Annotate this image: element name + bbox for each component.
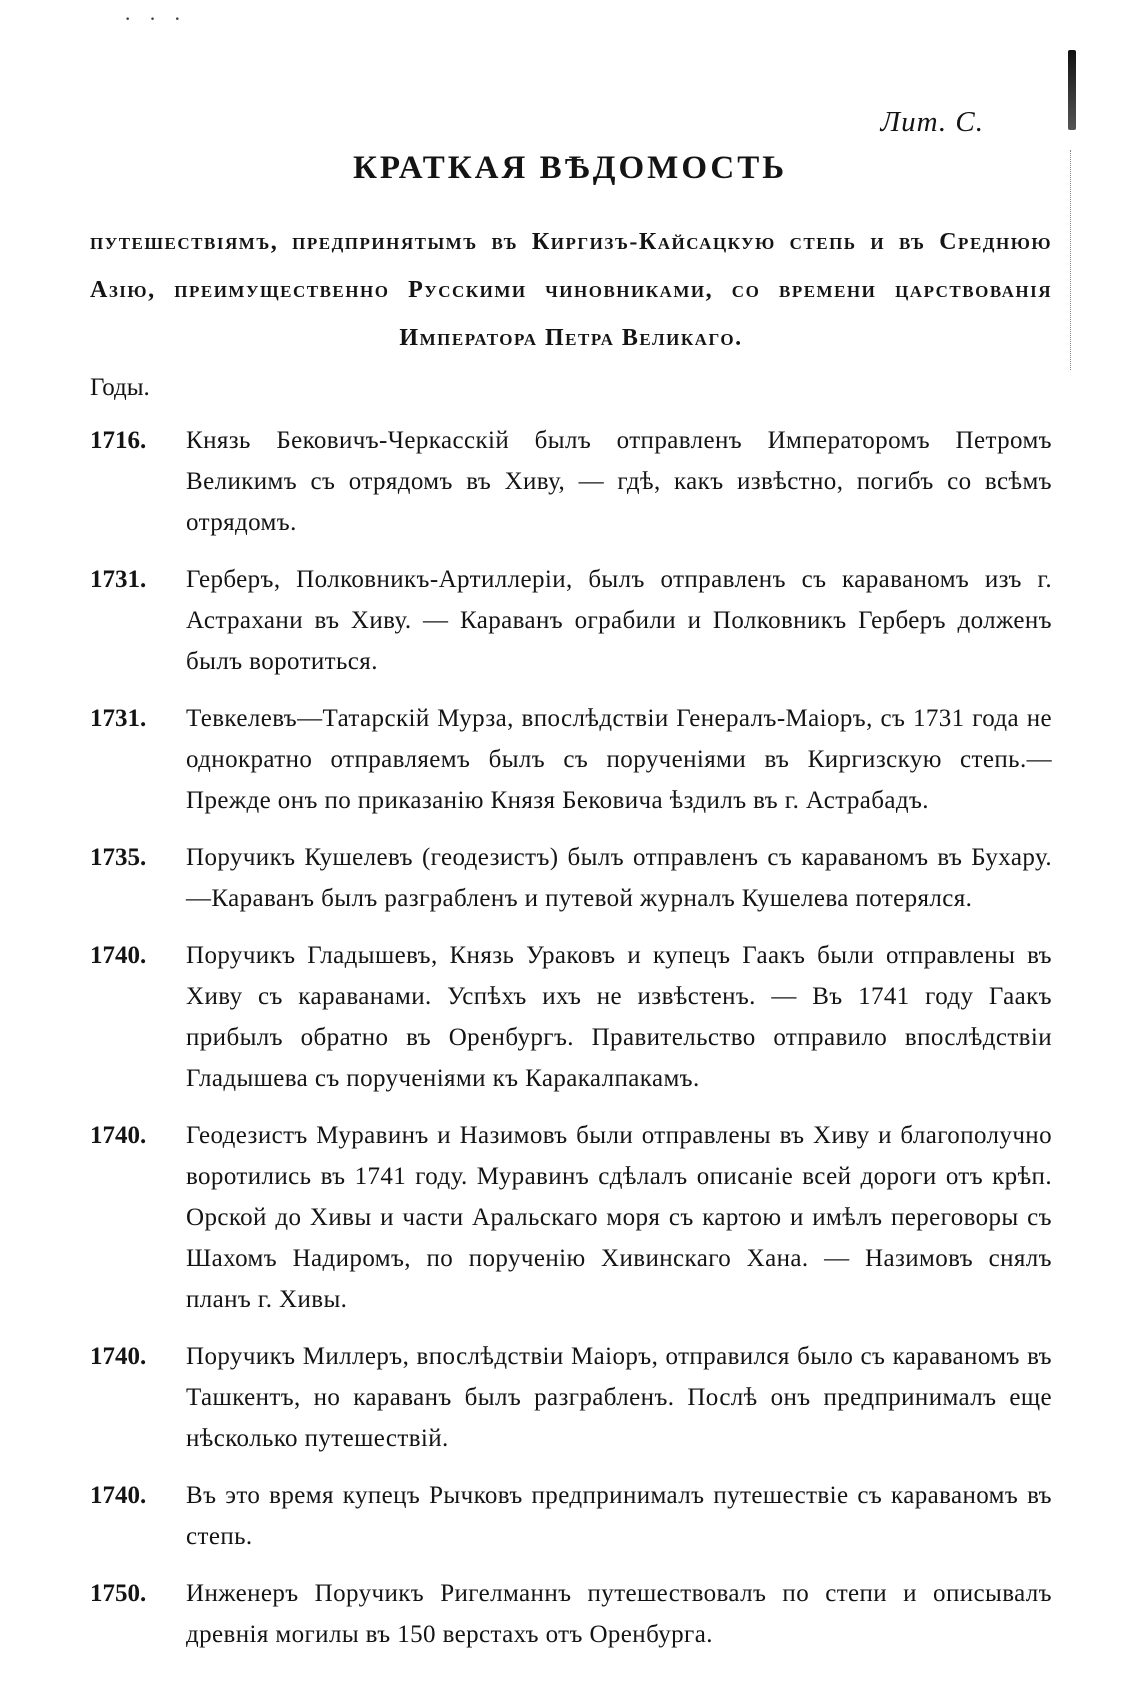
- page-subtitle: путешествіямъ, предпринятымъ въ Киргизъ-Кайсацкую степь и въ Среднюю Азію, преимущественно Русскими чиновниками, со времени царствованія Императора Петра Великаго.: [90, 229, 1052, 351]
- entry-1731-tevkelev: [90, 698, 1052, 821]
- entry-text: Инженеръ Поручикъ Ригелманнъ путешествовалъ по степи и описывалъ древнія могилы въ 150 верстахъ отъ Оренбурга.: [186, 1580, 1052, 1648]
- entry-text: Поручикъ Миллеръ, впослѣдствіи Маіоръ, отправился было съ караваномъ въ Ташкентъ, но караванъ былъ разграбленъ. Послѣ онъ предпринималъ еще нѣсколько путешествій.: [186, 1343, 1052, 1452]
- entry-1750: [90, 1573, 1052, 1655]
- page-title: КРАТКАЯ ВѢДОМОСТЬ: [352, 150, 788, 186]
- entry-1731-gerber: [90, 559, 1052, 682]
- corner-dots: · · ·: [124, 6, 187, 31]
- entry-text: Герберъ, Полковникъ-Артиллеріи, былъ отправленъ съ караваномъ изъ г. Астрахани въ Хиву. — Караванъ ограбили и Полковникъ Герберъ долженъ былъ воротиться.: [186, 566, 1052, 675]
- entry-1740-rychkov: [90, 1475, 1052, 1557]
- entry-year: 1740.: [90, 1343, 147, 1370]
- page-edge-mark: [1068, 50, 1076, 130]
- entry-text: Князь Бековичъ-Черкасскій былъ отправленъ Императоромъ Петромъ Великимъ съ отрядомъ въ Хиву, — гдѣ, какъ извѣстно, погибъ со всѣмъ отрядомъ.: [186, 427, 1052, 536]
- entry-text: Поручикъ Кушелевъ (геодезистъ) былъ отправленъ съ караваномъ въ Бухару.—Караванъ былъ разграбленъ и путевой журналъ Кушелева потерялся.: [186, 844, 1052, 912]
- entries-list: [90, 420, 1052, 1671]
- entry-1716: [90, 420, 1052, 543]
- entry-year: 1750.: [90, 1580, 147, 1607]
- entry-1740-gladyshev: [90, 935, 1052, 1099]
- entry-1740-muravin: [90, 1115, 1052, 1320]
- entry-year: 1731.: [90, 705, 147, 732]
- entry-text: Геодезистъ Муравинъ и Назимовъ были отправлены въ Хиву и благополучно воротились въ 1741 году. Муравинъ сдѣлалъ описаніе всей дороги отъ крѣп. Орской до Хивы и части Аральскаго моря съ картою и имѣлъ переговоры съ Шахомъ Надиромъ, по порученію Хивинскаго Хана. — Назимовъ снялъ планъ г. Хивы.: [186, 1122, 1052, 1313]
- years-column-label: Годы.: [90, 374, 150, 401]
- entry-text: Тевкелевъ—Татарскій Мурза, впослѣдствіи Генералъ-Маіоръ, съ 1731 года не однократно отправляемъ былъ съ порученіями въ Киргизскую степь.—Прежде онъ по приказанію Князя Бековича ѣздилъ въ г. Астрабадъ.: [186, 705, 1052, 814]
- entry-year: 1740.: [90, 1122, 147, 1149]
- entry-year: 1735.: [90, 844, 147, 871]
- entry-1740-miller: [90, 1336, 1052, 1459]
- entry-1735: [90, 837, 1052, 919]
- entry-year: 1740.: [90, 1482, 147, 1509]
- entry-year: 1716.: [90, 427, 147, 454]
- entry-year: 1731.: [90, 566, 147, 593]
- entry-text: Поручикъ Гладышевъ, Князь Ураковъ и купецъ Гаакъ были отправлены въ Хиву съ караванами. Успѣхъ ихъ не извѣстенъ. — Въ 1741 году Гаакъ прибылъ обратно въ Оренбургъ. Правительство отправило впослѣдствіи Гладышева съ порученіями къ Каракалпакамъ.: [186, 942, 1052, 1092]
- entry-year: 1740.: [90, 942, 147, 969]
- entry-text: Въ это время купецъ Рычковъ предпринималъ путешествіе съ караваномъ въ степь.: [186, 1482, 1052, 1550]
- appendix-label: Лит. С.: [880, 106, 984, 138]
